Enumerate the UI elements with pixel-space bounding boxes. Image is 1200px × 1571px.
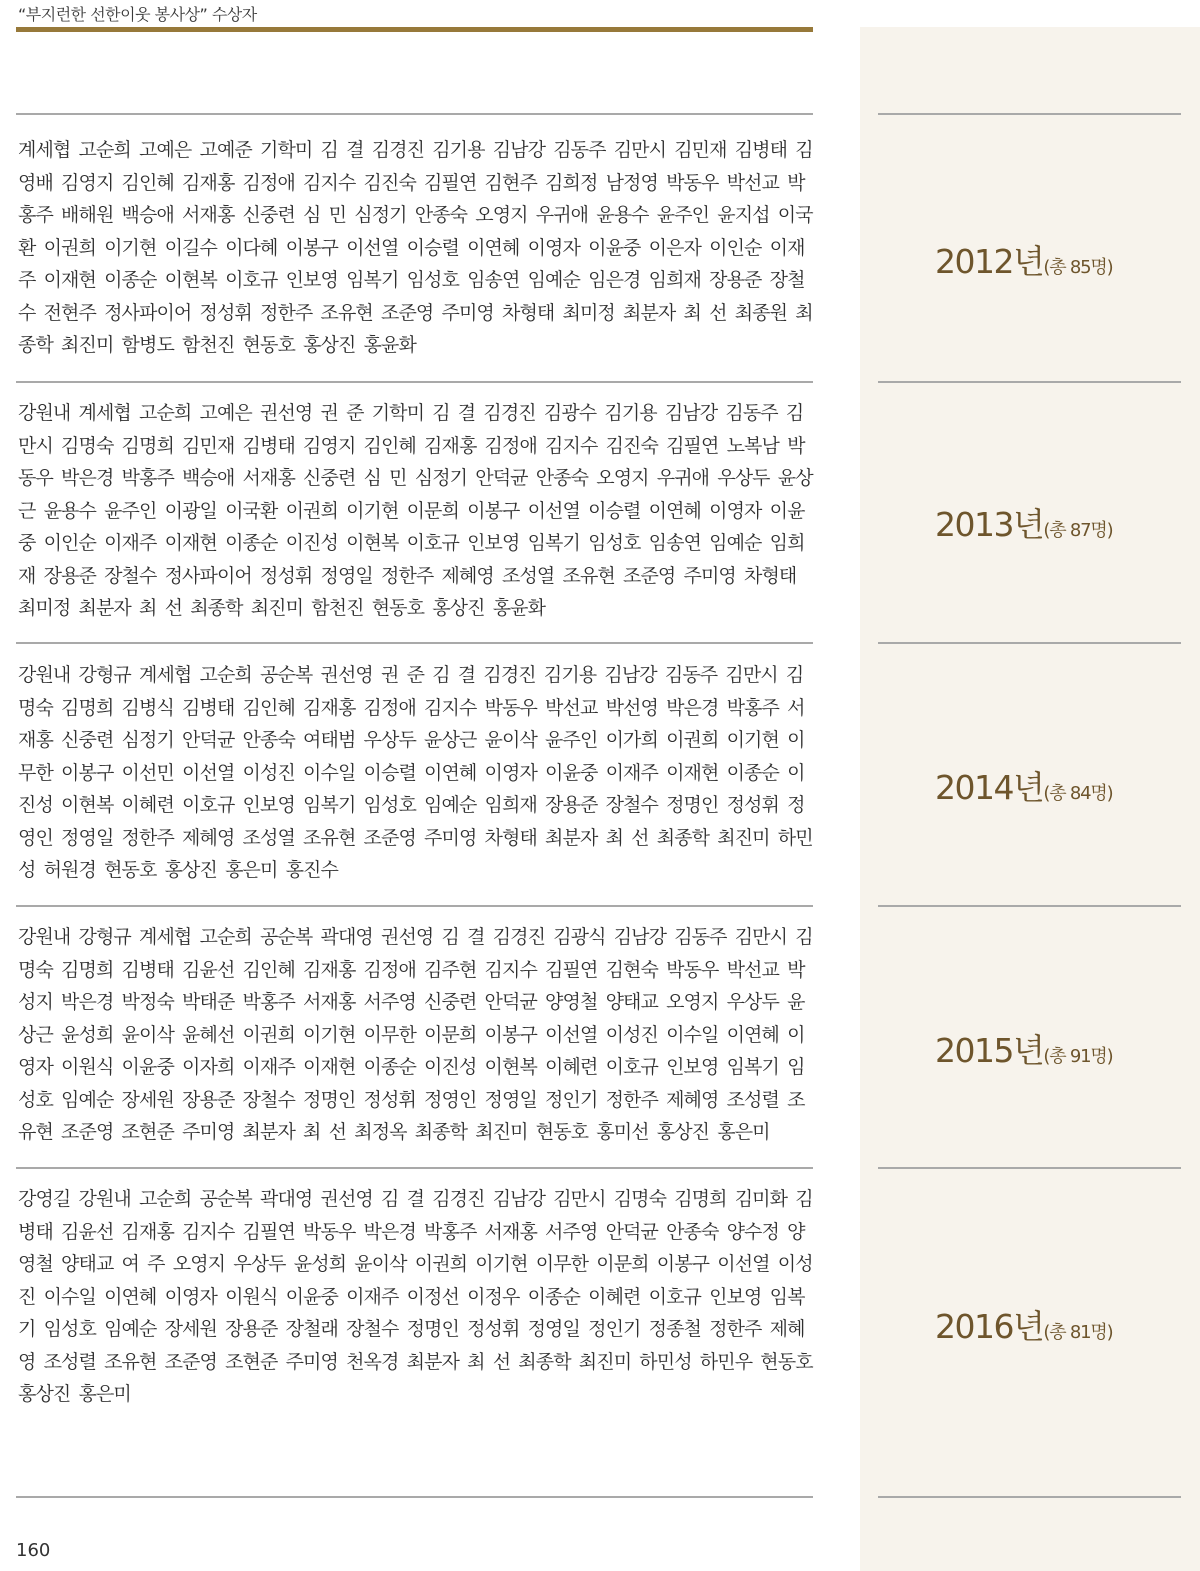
section-divider — [16, 905, 813, 907]
year-label-2016 — [935, 1301, 1112, 1348]
section-divider — [16, 642, 813, 644]
section-divider — [878, 1496, 1181, 1498]
year-text: 2012년 — [935, 242, 1044, 281]
awardee-count: (총 85명) — [1043, 257, 1113, 278]
section-divider — [878, 113, 1181, 115]
section-divider — [878, 642, 1181, 644]
awardee-names-2014: 강원내 강형규 계세협 고순희 공순복 권선영 권 준 김 결 김경진 김기용 김남강 김동주 김만시 김명숙 김명희 김병식 김병태 김인혜 김재홍 김정애 김지수 박동우 박선교 박선영 박은경 박홍주 서재홍 신중련 심정기 안덕균 안종숙 여태범 우상두 윤상근 윤이삭 윤주인 이가희 이권희 이기현 이무한 이봉구 이선민 이선열 이성진 이수일 이승렬 이연혜 이영자 이윤중 이재주 이재현 이종순 이진성 이현복 이혜련 이호규 인보영 임복기 임성호 임예순 임희재 장용준 장철수 정명인 정성휘 정영인 정영일 정한주 제혜영 조성열 조유현 조준영 주미영 차형태 최분자 최 선 최종학 최진미 하민성 허원경 현동호 홍상진 홍은미 홍진수 — [18, 664, 813, 881]
page-header-title: “부지런한 선한이웃 봉사상” 수상자 — [18, 5, 257, 24]
section-divider — [878, 905, 1181, 907]
section-divider — [16, 381, 813, 383]
section-divider — [16, 1496, 813, 1498]
section-divider — [16, 113, 813, 115]
year-label-2012 — [935, 236, 1112, 283]
awardee-count: (총 81명) — [1043, 1322, 1113, 1343]
awardee-count: (총 91명) — [1043, 1046, 1113, 1067]
year-text: 2016년 — [935, 1307, 1044, 1346]
awardee-names-2013: 강원내 계세협 고순희 고예은 권선영 권 준 기학미 김 결 김경진 김광수 김기용 김남강 김동주 김만시 김명숙 김명희 김민재 김병태 김영지 김인혜 김재홍 김정애 김지수 김진숙 김필연 노복남 박동우 박은경 박홍주 백승애 서재홍 신중련 심 민 심정기 안덕균 안종숙 오영지 우귀애 우상두 윤상근 윤용수 윤주인 이광일 이국환 이권희 이기현 이문희 이봉구 이선열 이승렬 이연혜 이영자 이윤중 이인순 이재주 이재현 이종순 이진성 이현복 이호규 인보영 임복기 임성호 임송연 임예순 임희재 장용준 장철수 정사파이어 정성휘 정영일 정한주 제혜영 조성열 조유현 조준영 주미영 차형태 최미정 최분자 최 선 최종학 최진미 함천진 현동호 홍상진 홍윤화 — [18, 402, 813, 619]
year-text: 2015년 — [935, 1031, 1044, 1070]
year-label-2014 — [935, 762, 1112, 809]
awardee-names-2012: 계세협 고순희 고예은 고예준 기학미 김 결 김경진 김기용 김남강 김동주 김만시 김민재 김병태 김영배 김영지 김인혜 김재홍 김정애 김지수 김진숙 김필연 김현주 김희정 남정영 박동우 박선교 박홍주 배해원 백승애 서재홍 신중련 심 민 심정기 안종숙 오영지 우귀애 윤용수 윤주인 윤지섭 이국환 이권희 이기현 이길수 이다혜 이봉구 이선열 이승렬 이연혜 이영자 이윤중 이은자 이인순 이재주 이재현 이종순 이현복 이호규 인보영 임복기 임성호 임송연 임예순 임은경 임희재 장용준 장철수 전현주 정사파이어 정성휘 정한주 조유현 조준영 주미영 차형태 최미정 최분자 최 선 최종원 최종학 최진미 함병도 함천진 현동호 홍상진 홍윤화 — [18, 139, 813, 356]
awardee-names-2016: 강영길 강원내 고순희 공순복 곽대영 권선영 김 결 김경진 김남강 김만시 김명숙 김명희 김미화 김병태 김윤선 김재홍 김지수 김필연 박동우 박은경 박홍주 서재홍 서주영 안덕균 안종숙 양수정 양영철 양태교 여 주 오영지 우상두 윤성희 윤이삭 이권희 이기현 이무한 이문희 이봉구 이선열 이성진 이수일 이연혜 이영자 이원식 이윤중 이재주 이정선 이정우 이종순 이혜련 이호규 인보영 임복기 임성호 임예순 장세원 장용준 장철래 장철수 정명인 정성휘 정영일 정인기 정종철 정한주 제혜영 조성렬 조유현 조준영 조현준 주미영 천옥경 최분자 최 선 최종학 최진미 하민성 하민우 현동호 홍상진 홍은미 — [18, 1188, 813, 1405]
section-divider — [878, 1167, 1181, 1169]
header-rule — [16, 27, 813, 32]
year-text: 2014년 — [935, 768, 1044, 807]
year-label-2015 — [935, 1025, 1112, 1072]
awardee-count: (총 87명) — [1043, 520, 1113, 541]
awardee-names-2015: 강원내 강형규 계세협 고순희 공순복 곽대영 권선영 김 결 김경진 김광식 김남강 김동주 김만시 김명숙 김명희 김병태 김윤선 김인혜 김재홍 김정애 김주현 김지수 김필연 김현숙 박동우 박선교 박성지 박은경 박정숙 박태준 박홍주 서재홍 서주영 신중련 안덕균 양영철 양태교 오영지 우상두 윤상근 윤성희 윤이삭 윤혜선 이권희 이기현 이무한 이문희 이봉구 이선열 이성진 이수일 이연혜 이영자 이원식 이윤중 이자희 이재주 이재현 이종순 이진성 이현복 이혜련 이호규 인보영 임복기 임성호 임예순 장세원 장용준 장철수 정명인 정성휘 정영인 정영일 정인기 정한주 제혜영 조성렬 조유현 조준영 조현준 주미영 최분자 최 선 최정옥 최종학 최진미 현동호 홍미선 홍상진 홍은미 — [18, 926, 813, 1143]
year-label-2013 — [935, 499, 1112, 546]
section-divider — [16, 1167, 813, 1169]
year-text: 2013년 — [935, 505, 1044, 544]
section-divider — [878, 381, 1181, 383]
awardee-count: (총 84명) — [1043, 783, 1113, 804]
page-number: 160 — [16, 1540, 51, 1561]
